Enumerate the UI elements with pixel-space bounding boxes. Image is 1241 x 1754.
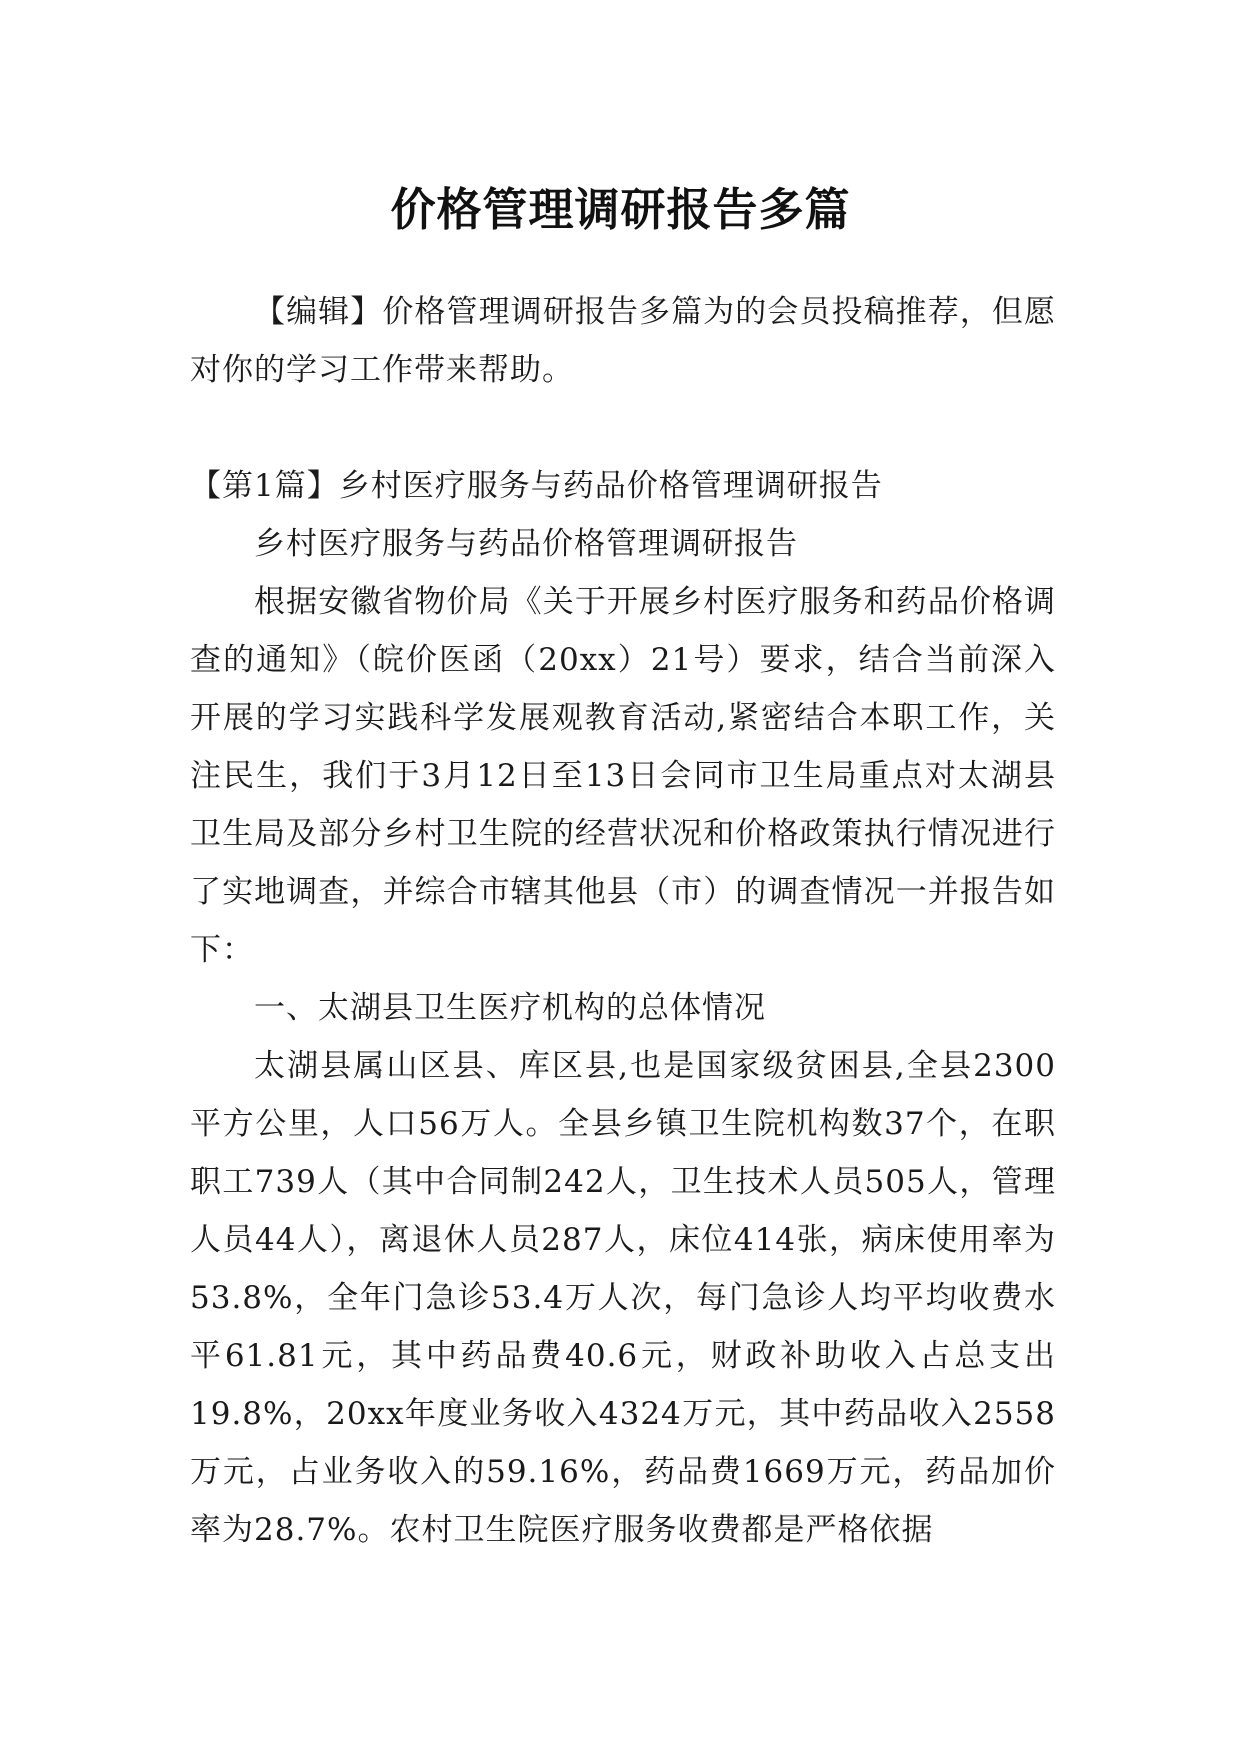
section-heading-overview: 一、太湖县卫生医疗机构的总体情况 [254, 990, 766, 1026]
report-subtitle: 乡村医疗服务与药品价格管理调研报告 [254, 526, 798, 562]
section-heading-part-1: 【第1篇】乡村医疗服务与药品价格管理调研报告 [190, 468, 883, 504]
document-title: 价格管理调研报告多篇 [390, 183, 851, 237]
overview-paragraph: 太湖县属山区县、库区县,也是国家级贫困县,全县2300平方公里，人口56万人。全县乡镇卫生院机构数37个，在职职工739人（其中合同制242人，卫生技术人员505人，管理人员44人），离退休人员287人，床位414张，病床使用率为53.8%，全年门急诊53.4万人次，每门急诊人均平均收费水平61.81元，其中药品费40.6元，财政补助收入占总支出19.8%，20xx年度业务收入4324万元，其中药品收入2558万元，占业务收入的59.16%，药品费1669万元，药品加价率为28.7%。农村卫生院医疗服务收费都是严格依据 [190, 1048, 1056, 1548]
document-body [190, 283, 1056, 1559]
intro-paragraph: 根据安徽省物价局《关于开展乡村医疗服务和药品价格调查的通知》（皖价医函（20xx）21号）要求，结合当前深入开展的学习实践科学发展观教育活动,紧密结合本职工作，关注民生，我们于3月12日至13日会同市卫生局重点对太湖县卫生局及部分乡村卫生院的经营状况和价格政策执行情况进行了实地调查，并综合市辖其他县（市）的调查情况一并报告如下： [190, 584, 1056, 968]
editor-note-paragraph: 【编辑】价格管理调研报告多篇为的会员投稿推荐，但愿对你的学习工作带来帮助。 [190, 294, 1056, 388]
